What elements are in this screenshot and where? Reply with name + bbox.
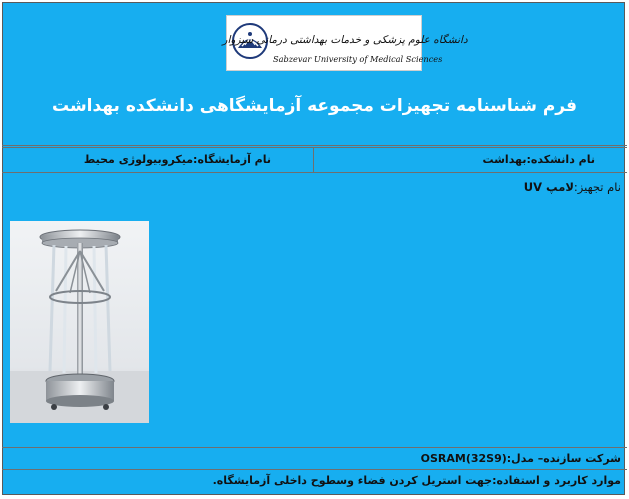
lab-label: نام آزمایشگاه:: [193, 153, 271, 166]
device-value: لامپ UV: [523, 180, 574, 194]
divider-line: [2, 172, 627, 173]
divider-line: [2, 469, 627, 470]
usage-label: موارد کاربرد و استفاده:: [492, 474, 621, 487]
divider-line: [2, 147, 627, 148]
manufacturer-label: شرکت سازنده– مدل:: [506, 452, 621, 465]
divider-line: [2, 145, 627, 146]
divider-line: [2, 447, 627, 448]
manufacturer-value: OSRAM(32S9): [420, 452, 507, 465]
faculty-label: نام دانشکده:: [526, 153, 595, 166]
uv-lamp-photo: [10, 221, 149, 423]
university-logo: [222, 15, 468, 71]
lab-field: [84, 153, 271, 166]
form-title: فرم شناسنامه تجهیزات مجموعه آزمایشگاهی دانشکده بهداشت: [51, 96, 578, 116]
lab-value: میکروبیولوژی محیط: [83, 153, 194, 166]
device-name-field: [524, 180, 621, 194]
university-name-calligraphy: [222, 20, 468, 54]
uv-lamp-illustration: [10, 221, 149, 423]
svg-text:دانشگاه علوم پزشکی و خدمات بهد: دانشگاه علوم پزشکی و خدمات بهداشتی درمانی سبزوار: [222, 34, 468, 46]
column-divider: [313, 147, 314, 172]
faculty-value: بهداشت: [482, 153, 527, 166]
device-label: نام تجهیز:: [573, 180, 621, 194]
usage-value: جهت استریل کردن فضاء وسطوح داخلی آزمایشگاه.: [212, 474, 493, 487]
usage-field: [213, 474, 621, 487]
faculty-field: [482, 153, 595, 166]
university-english-name: Sabzevar University of Medical Sciences: [273, 54, 443, 64]
manufacturer-field: [421, 452, 621, 465]
